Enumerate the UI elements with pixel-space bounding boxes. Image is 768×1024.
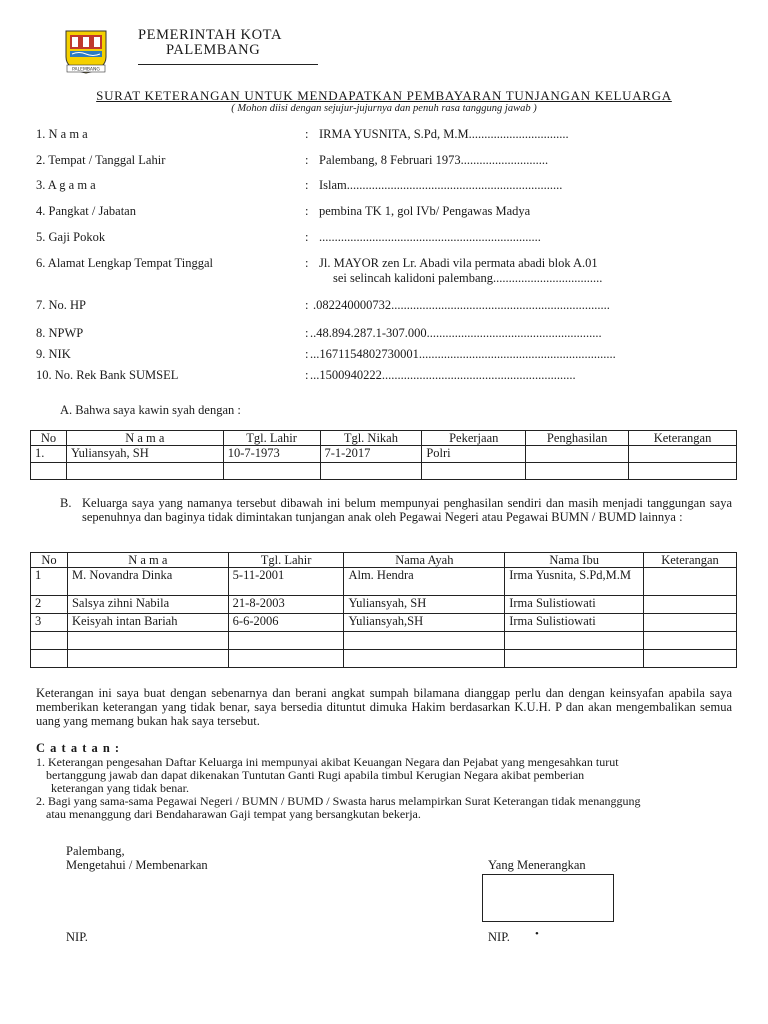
table-cell <box>505 650 644 668</box>
table-cell <box>644 650 737 668</box>
table-cell: 7-1-2017 <box>320 446 422 463</box>
header-cell: Keterangan <box>629 431 737 446</box>
table-cell <box>422 463 526 480</box>
field-label-npwp: 8. NPWP <box>36 326 84 340</box>
field-colon: : <box>305 127 309 141</box>
header-cell: N a m a <box>67 553 228 568</box>
document-subtitle: ( Mohon diisi dengan sejujur-jujurnya dan penuh rasa tanggung jawab ) <box>231 103 537 114</box>
header-cell: Tgl. Nikah <box>320 431 422 446</box>
note-1-line-2: bertanggung jawab dan dapat dikenakan Tuntutan Ganti Rugi apabila timbul Kerugian Negara akibat pemberian <box>46 768 585 782</box>
header-cell: Pekerjaan <box>422 431 526 446</box>
statement-paragraph: Keterangan ini saya buat dengan sebenarnya dan berani angkat sumpah bilamana dianggap perlu dan dengan keinsyafan apabila saya memberikan keterangan yang tidak benar, saya bersedia dituntut dimuka Hakim berdasarkan K.U.H. P dan akan mengembalikan semua uang yang memang bukan hak saya tersebut. <box>36 686 732 728</box>
table-cell <box>644 632 737 650</box>
table-cell <box>67 632 228 650</box>
field-label-gaji: 5. Gaji Pokok <box>36 230 106 244</box>
note-1-line-3: keterangan yang tidak benar. <box>51 781 189 795</box>
table-cell: Irma Sulistiowati <box>505 596 644 614</box>
note-2-line-1: 2. Bagi yang sama-sama Pegawai Negeri / BUMN / BUMD / Swasta harus melampirkan Surat Keterangan tidak menanggung <box>36 794 641 808</box>
table-cell: 2 <box>31 596 68 614</box>
table-cell <box>320 463 422 480</box>
field-label-pangkat: 4. Pangkat / Jabatan <box>36 204 136 218</box>
table-row <box>31 650 737 668</box>
field-value-gaji: ....................................................................... <box>319 230 541 244</box>
table-cell <box>629 463 737 480</box>
signature-box <box>482 874 614 922</box>
table-cell <box>644 568 737 596</box>
notes-heading: C a t a t a n : <box>36 741 121 755</box>
header-cell: N a m a <box>66 431 223 446</box>
signature-place: Palembang, <box>66 844 125 858</box>
table-cell: Irma Yusnita, S.Pd,M.M <box>505 568 644 596</box>
table-row <box>31 446 737 463</box>
field-value-alamat: Jl. MAYOR zen Lr. Abadi vila permata abadi blok A.01 <box>319 256 598 270</box>
section-a-heading: A. Bahwa saya kawin syah dengan : <box>60 403 241 417</box>
field-value-nama: IRMA YUSNITA, S.Pd, M.M................................ <box>319 127 569 141</box>
table-cell: Polri <box>422 446 526 463</box>
table-cell: 1. <box>31 446 67 463</box>
table-cell: 10-7-1973 <box>223 446 320 463</box>
table-cell <box>31 650 68 668</box>
table-cell: Yuliansyah, SH <box>66 446 223 463</box>
header-cell: Keterangan <box>644 553 737 568</box>
header-cell: Tgl. Lahir <box>223 431 320 446</box>
field-value-alamat-line2: sei selincah kalidoni palembang................................... <box>333 271 603 285</box>
field-label-nik: 9. NIK <box>36 347 71 361</box>
children-table <box>30 552 737 668</box>
note-2-line-2: atau menanggung dari Bendaharawan Gaji tempat yang bersangkutan bekerja. <box>46 807 421 821</box>
signature-dot-mark: • <box>535 928 539 940</box>
field-colon: : <box>305 298 309 312</box>
field-label-nama: 1. N a m a <box>36 127 88 141</box>
field-label-ttl: 2. Tempat / Tanggal Lahir <box>36 153 166 167</box>
government-header <box>138 28 282 58</box>
signature-left-nip: NIP. <box>66 930 88 944</box>
table-cell: Yuliansyah,SH <box>344 614 505 632</box>
table-cell: M. Novandra Dinka <box>67 568 228 596</box>
table-cell <box>505 632 644 650</box>
government-line-2: PALEMBANG <box>166 42 261 58</box>
header-cell: Nama Ibu <box>505 553 644 568</box>
document-title: SURAT KETERANGAN UNTUK MENDAPATKAN PEMBAYARAN TUNJANGAN KELUARGA <box>96 88 672 103</box>
note-1-line-1: 1. Keterangan pengesahan Daftar Keluarga ini mempunyai akibat Keuangan Negara dan Pejabat yang mengesahkan turut <box>36 755 619 769</box>
table-header-row <box>31 431 737 446</box>
field-value-rekening: ...1500940222.............................................................. <box>310 368 576 382</box>
field-value-npwp: ..48.894.287.1-307.000........................................................ <box>310 326 602 340</box>
table-cell <box>629 446 737 463</box>
table-cell: Yuliansyah, SH <box>344 596 505 614</box>
table-row <box>31 614 737 632</box>
spouse-table <box>30 430 737 480</box>
table-cell <box>644 596 737 614</box>
field-value-nik: ...1671154802730001............................................................... <box>310 347 616 361</box>
table-cell <box>66 463 223 480</box>
table-cell: 6-6-2006 <box>228 614 344 632</box>
header-cell: Tgl. Lahir <box>228 553 344 568</box>
field-value-hp: .082240000732...................................................................... <box>313 298 610 312</box>
field-value-ttl: Palembang, 8 Februari 1973............................ <box>319 153 549 167</box>
table-cell: 3 <box>31 614 68 632</box>
table-cell: 1 <box>31 568 68 596</box>
field-colon: : <box>305 153 309 167</box>
header-cell: Nama Ayah <box>344 553 505 568</box>
table-header-row <box>31 553 737 568</box>
government-line-1: PEMERINTAH KOTA <box>138 27 283 43</box>
table-cell <box>344 632 505 650</box>
field-label-agama: 3. A g a m a <box>36 178 96 192</box>
svg-text:PALEMBANG: PALEMBANG <box>72 67 100 73</box>
signature-left-title: Mengetahui / Membenarkan <box>66 858 208 872</box>
table-cell <box>31 632 68 650</box>
section-b-letter: B. <box>60 496 72 510</box>
table-row <box>31 596 737 614</box>
signature-right-nip: NIP. <box>488 930 510 944</box>
field-label-alamat: 6. Alamat Lengkap Tempat Tinggal <box>36 256 214 270</box>
field-value-pangkat: pembina TK 1, gol IVb/ Pengawas Madya <box>319 204 531 218</box>
table-cell <box>223 463 320 480</box>
table-row <box>31 568 737 596</box>
table-cell: 21-8-2003 <box>228 596 344 614</box>
field-colon: : <box>305 347 309 361</box>
table-cell: Alm. Hendra <box>344 568 505 596</box>
field-label-rekening: 10. No. Rek Bank SUMSEL <box>36 368 179 382</box>
table-cell <box>526 446 629 463</box>
field-colon: : <box>305 256 309 270</box>
table-cell: Keisyah intan Bariah <box>67 614 228 632</box>
header-underline <box>138 64 318 65</box>
header-cell: Penghasilan <box>526 431 629 446</box>
signature-right-title: Yang Menerangkan <box>488 858 586 872</box>
table-cell: 5-11-2001 <box>228 568 344 596</box>
header-cell: No <box>31 553 68 568</box>
field-colon: : <box>305 326 309 340</box>
table-cell <box>344 650 505 668</box>
table-cell <box>228 650 344 668</box>
palembang-city-emblem <box>63 27 109 75</box>
table-row <box>31 463 737 480</box>
table-cell: Salsya zihni Nabila <box>67 596 228 614</box>
field-value-agama: Islam..................................................................... <box>319 178 563 192</box>
table-cell <box>644 614 737 632</box>
header-cell: No <box>31 431 67 446</box>
table-cell <box>67 650 228 668</box>
table-cell <box>31 463 67 480</box>
table-cell: Irma Sulistiowati <box>505 614 644 632</box>
field-colon: : <box>305 368 309 382</box>
table-cell <box>228 632 344 650</box>
table-row <box>31 632 737 650</box>
notes-list <box>36 756 746 821</box>
table-cell <box>526 463 629 480</box>
section-b-text: Keluarga saya yang namanya tersebut dibawah ini belum mempunyai penghasilan sendiri dan masih menjadi tanggungan saya sepenuhnya dan baginya tidak dimintakan tunjangan anak oleh Pegawai Negeri atau Pegawai BUMN / BUMD lainnya : <box>82 496 732 524</box>
field-colon: : <box>305 230 309 244</box>
field-colon: : <box>305 204 309 218</box>
field-label-hp: 7. No. HP <box>36 298 87 312</box>
field-colon: : <box>305 178 309 192</box>
